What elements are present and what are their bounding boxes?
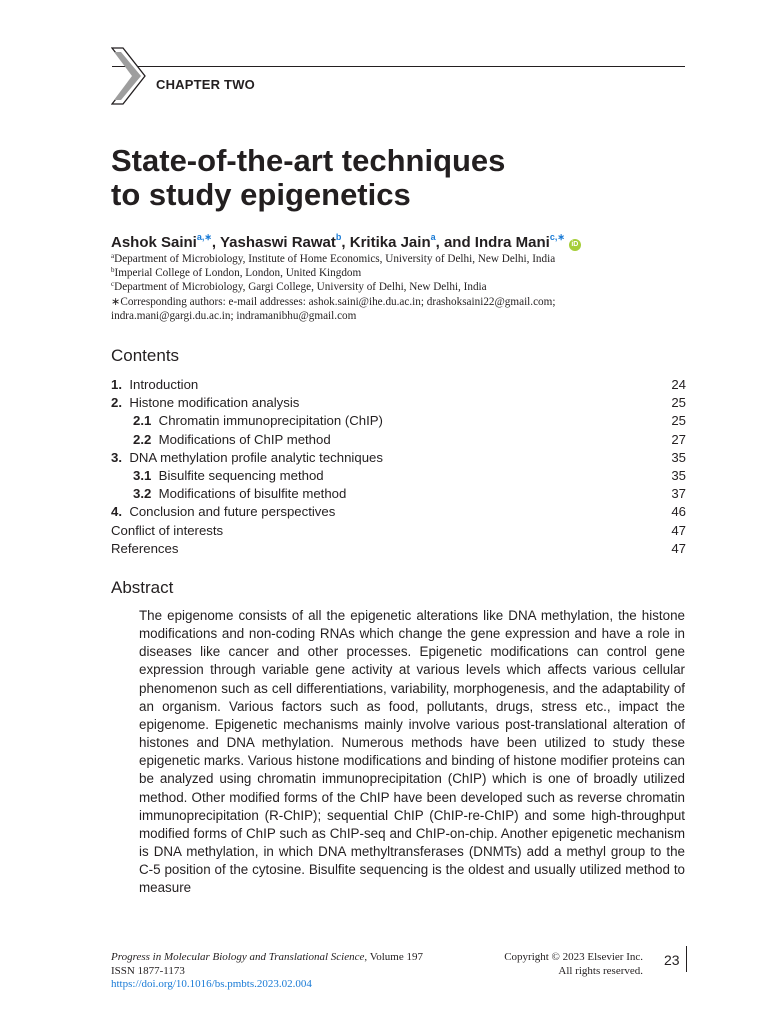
toc-entry[interactable] (111, 503, 686, 521)
author-affiliation-mark[interactable]: a,∗ (196, 232, 212, 242)
toc-entry-label: Conflict of interests (111, 522, 224, 538)
toc-entry-label: Introduction (129, 377, 199, 392)
contents-heading: Contents (111, 346, 180, 365)
doi-link[interactable]: https://doi.org/10.1016/bs.pmbts.2023.02.004 (111, 978, 312, 990)
toc-entry[interactable] (111, 540, 686, 558)
toc-entry-page: 24 (671, 377, 686, 392)
toc-entry-number: 2.1 (133, 413, 152, 429)
toc-entry-page: 35 (671, 449, 686, 465)
author-name: Kritika Jain (349, 234, 431, 251)
author-list (111, 234, 581, 251)
toc-entry-page: 37 (671, 486, 686, 502)
toc-entry-page: 25 (671, 413, 686, 429)
title-line: State-of-the-art techniques (111, 143, 506, 178)
toc-entry[interactable] (111, 449, 686, 467)
toc-entry[interactable] (111, 467, 686, 485)
toc-entry-page: 47 (671, 540, 686, 556)
corresponding-author-line: ∗Corresponding authors: e-mail addresses: ashok.saini@ihe.du.ac.in; drashoksaini22@gmail.com; (111, 295, 556, 308)
journal-info (111, 951, 423, 992)
toc-entry-number: 3. (111, 449, 122, 465)
toc-entry-label: Histone modification analysis (129, 395, 300, 411)
toc-entry-label: Conclusion and future perspectives (129, 504, 336, 520)
toc-entry-number: 3.1 (133, 467, 152, 483)
toc-entry-number: 4. (111, 504, 122, 520)
issn: ISSN 1877-1173 (111, 964, 185, 977)
toc-entry-label: Modifications of ChIP method (158, 431, 331, 447)
page-number: 23 (664, 952, 680, 968)
toc-entry[interactable] (111, 412, 686, 430)
chapter-label: CHAPTER TWO (156, 77, 255, 92)
toc-entry-page: 46 (671, 504, 686, 520)
toc-entry-label: Bisulfite sequencing method (158, 467, 324, 483)
author-name: Indra Mani (474, 234, 550, 251)
toc-entry[interactable] (111, 376, 686, 394)
journal-volume: , Volume 197 (364, 951, 423, 963)
chapter-title (111, 144, 505, 212)
affiliations (111, 252, 671, 323)
rights-line: All rights reserved. (558, 964, 643, 977)
toc-entry-label: Chromatin immunoprecipitation (ChIP) (158, 413, 383, 429)
toc-entry-label: DNA methylation profile analytic techniques (129, 449, 383, 465)
author-separator: , (341, 234, 350, 251)
affiliation-line: $^a$Department of Microbiology, Institute of Home Economics, University of Delhi, New Delhi, India (111, 252, 556, 265)
toc-entry[interactable] (111, 431, 686, 449)
toc-entry-number: 1. (111, 377, 122, 392)
toc-entry-page: 25 (671, 395, 686, 411)
abstract-body: The epigenome consists of all the epigenetic alterations like DNA methylation, the histone modifications and non-coding RNAs which change the gene expression and have a role in diseases like cancer and other processes. Epigenetic modifications can control gene expression through variable gene activity at various levels which affects various cellular phenomenon such as cell differentiations, variability, morphogenesis, and the adaptability of an organism. Various factors such as food, pollutants, drugs, stress etc., impact the epigenome. Epigenetic mechanisms mainly involve various post-translational alteration of histones and DNA methylation. Numerous methods have been utilized to study these epigenetic marks. Various histone modifications and binding of histone modifier proteins can be analyzed using chromatin immunoprecipitation (ChIP) which is one of broadly utilized method. Other modified forms of the ChIP have been developed such as reverse chromatin immunoprecipitation (R-ChIP); sequential ChIP (ChIP-re-ChIP) and some high-throughput modified forms of ChIP such as ChIP-seq and ChIP-on-chip. Another epigenetic mechanism is DNA methylation, in which DNA methyltransferases (DNMTs) add a methyl group to the C-5 position of the cytosine. Bisulfite sequencing is the oldest and usually utilized method to measure (139, 608, 685, 896)
page-number-rule (686, 946, 687, 972)
affiliation-line: $^b$Imperial College of London, London, United Kingdom (111, 266, 362, 280)
author-affiliation-mark[interactable]: b (335, 232, 342, 242)
toc-entry-number: 3.2 (133, 486, 152, 502)
toc-entry-label: Modifications of bisulfite method (158, 486, 347, 502)
copyright-line: Copyright © 2023 Elsevier Inc. (504, 951, 643, 963)
author-name: Yashaswi Rawat (219, 234, 336, 251)
author-affiliation-mark[interactable]: a (430, 232, 436, 242)
author-separator: , and (435, 234, 475, 251)
corresponding-author-line: indra.mani@gargi.du.ac.in; indramanibhu@gmail.com (111, 309, 357, 322)
toc-entry[interactable] (111, 394, 686, 412)
journal-name: Progress in Molecular Biology and Translational Science (111, 951, 365, 963)
author-name: Ashok Saini (111, 234, 197, 251)
toc-entry-page: 47 (671, 522, 686, 538)
table-of-contents (111, 376, 686, 558)
title-line: to study epigenetics (111, 177, 411, 212)
toc-entry[interactable] (111, 485, 686, 503)
journal-line (111, 951, 423, 965)
chapter-header-rule (112, 66, 685, 67)
abstract-heading: Abstract (111, 578, 174, 597)
affiliation-line: $^c$Department of Microbiology, Gargi College, University of Delhi, New Delhi, India (111, 280, 487, 294)
copyright-notice (463, 951, 643, 978)
author-affiliation-mark[interactable]: c,∗ (549, 232, 565, 242)
toc-entry-label: References (111, 540, 179, 556)
chevron-right-icon (111, 46, 147, 106)
toc-entry-number: 2. (111, 395, 122, 411)
toc-entry[interactable] (111, 522, 686, 540)
orcid-icon[interactable]: iD (569, 239, 581, 251)
toc-entry-page: 27 (671, 431, 686, 447)
toc-entry-number: 2.2 (133, 431, 152, 447)
toc-entry-page: 35 (671, 467, 686, 483)
author-separator: , (211, 234, 220, 251)
